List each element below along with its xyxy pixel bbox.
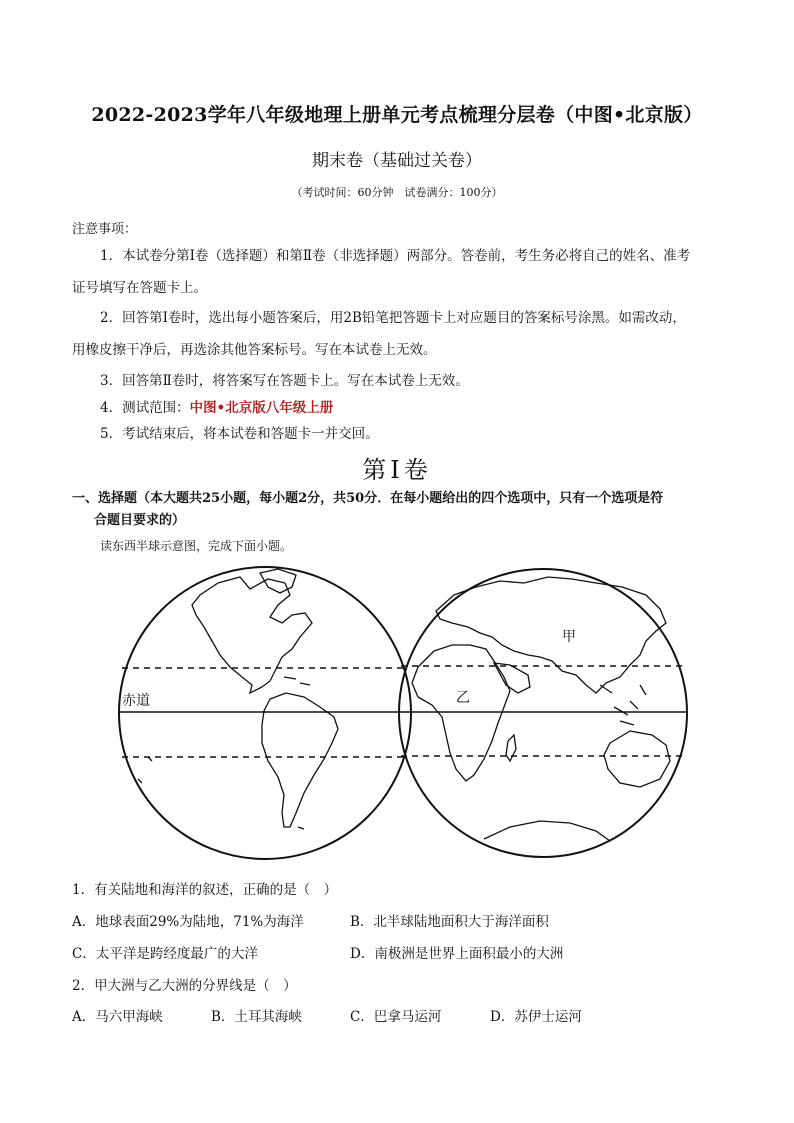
test-range-value: 中图•北京版八年级上册 <box>189 400 334 416</box>
notice-item-3: 3．回答第Ⅱ卷时，将答案写在答题卡上。写在本试卷上无效。 <box>100 373 469 389</box>
western-hemisphere-outline <box>119 567 411 859</box>
question-2-option-d[interactable]: D．苏伊士运河 <box>490 1009 582 1025</box>
australia-outline <box>604 731 670 787</box>
falklands <box>298 827 304 829</box>
south-america-outline <box>262 693 338 827</box>
eastern-continents <box>412 577 670 841</box>
notice-item-4-label: 4．测试范围： <box>100 400 190 416</box>
equator-label: 赤道 <box>122 693 150 709</box>
pacific-islands-west <box>138 757 152 783</box>
notice-item-5: 5．考试结束后，将本试卷和答题卡一并交回。 <box>100 426 379 442</box>
western-continents <box>138 569 338 829</box>
question-1-option-b[interactable]: B．北半球陆地面积大于海洋面积 <box>350 914 549 930</box>
question-1-option-c[interactable]: C．太平洋是跨经度最广的大洋 <box>72 946 258 962</box>
southeast-asia-islands <box>600 685 646 725</box>
exam-info: （考试时间：60分钟 试卷满分：100分） <box>291 186 503 199</box>
question-1-option-a[interactable]: A．地球表面29%为陆地，71%为海洋 <box>72 914 304 930</box>
question-1-stem: 1．有关陆地和海洋的叙述，正确的是（ ） <box>72 882 338 898</box>
section-title: 第Ⅰ卷 <box>362 456 432 484</box>
paper-subtitle: 期末卷（基础过关卷） <box>312 151 482 171</box>
caribbean-islands <box>284 677 310 685</box>
hemispheres-map <box>100 565 700 865</box>
notice-item-2-line-2: 用橡皮擦干净后，再选涂其他答案标号。写在本试卷上无效。 <box>72 342 437 358</box>
antarctica-outline <box>484 821 610 841</box>
north-america-outline <box>192 577 312 693</box>
read-map-prompt: 读东西半球示意图，完成下面小题。 <box>100 539 293 553</box>
question-2-stem: 2．甲大洲与乙大洲的分界线是（ ） <box>72 978 297 994</box>
continent-label-yi: 乙 <box>456 690 470 706</box>
continent-label-jia: 甲 <box>562 629 576 645</box>
notice-item-1-line-1: 1．本试卷分第Ⅰ卷（选择题）和第Ⅱ卷（非选择题）两部分。答卷前，考生务必将自己的姓名、准考 <box>100 248 691 264</box>
eastern-hemisphere-outline <box>399 569 687 857</box>
notice-item-2-line-1: 2．回答第Ⅰ卷时，选出每小题答案后，用2B铅笔把答题卡上对应题目的答案标号涂黑。如需改动， <box>100 310 686 326</box>
arabia-outline <box>494 663 530 693</box>
question-2-option-a[interactable]: A．马六甲海峡 <box>72 1009 163 1025</box>
question-instructions <box>72 488 724 532</box>
question-1-option-d[interactable]: D．南极洲是世界上面积最小的大洲 <box>350 946 564 962</box>
paper-title: 2022-2023学年八年级地理上册单元考点梳理分层卷（中图•北京版） <box>91 104 703 126</box>
question-2-option-b[interactable]: B．土耳其海峡 <box>211 1009 302 1025</box>
eurasia-outline <box>436 577 666 693</box>
question-2-option-c[interactable]: C．巴拿马运河 <box>350 1009 442 1025</box>
notice-item-1-line-2: 证号填写在答题卡上。 <box>72 280 207 296</box>
notice-heading: 注意事项： <box>72 222 138 237</box>
madagascar-outline <box>506 735 516 761</box>
instructions-line-1: 一、选择题（本大题共25小题，每小题2分，共50分．在每小题给出的四个选项中，只有一个选项是符 <box>72 491 664 506</box>
instructions-line-2: 合题目要求的） <box>94 513 186 528</box>
